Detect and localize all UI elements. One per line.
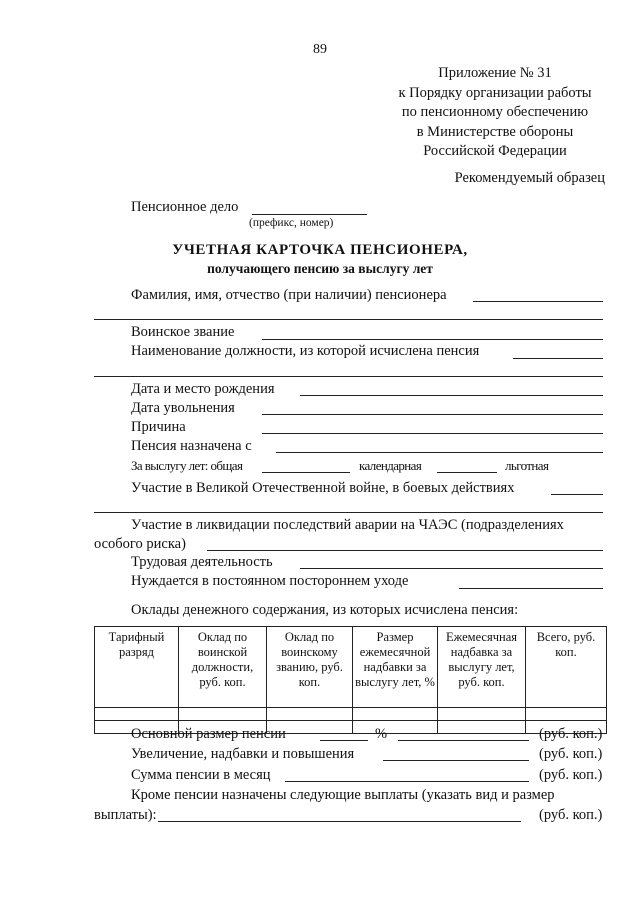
pension-assigned-field[interactable] [276, 452, 603, 453]
military-rank-field[interactable] [262, 339, 603, 340]
table-header-cell: Ежемесячная надбавка за выслугу лет, руб. коп. [438, 627, 526, 708]
table-row [95, 708, 607, 721]
card-title: УЧЕТНАЯ КАРТОЧКА ПЕНСИОНЕРА, [172, 242, 468, 258]
percent-sign: % [375, 726, 388, 742]
rub-kop-label: (руб. коп.) [539, 726, 603, 742]
service-preferential-label: льготная [505, 458, 549, 473]
increases-field[interactable] [383, 760, 529, 761]
table-cell[interactable] [438, 708, 526, 721]
table-cell[interactable] [353, 708, 438, 721]
rub-kop-label: (руб. коп.) [539, 746, 603, 762]
salaries-table [94, 626, 607, 734]
service-total-label: За выслугу лет: общая [131, 458, 243, 473]
service-total-field[interactable] [262, 472, 350, 473]
base-pension-label: Основной размер пенсии [131, 726, 286, 742]
labor-label: Трудовая деятельность [131, 554, 273, 570]
table-header-row [95, 627, 607, 708]
birth-label: Дата и место рождения [131, 381, 275, 397]
other-payments-field[interactable] [158, 821, 521, 822]
discharge-date-field[interactable] [262, 414, 603, 415]
care-label: Нуждается в постоянном постороннем уходе [131, 573, 409, 589]
birth-field[interactable] [300, 395, 603, 396]
service-calendar-field[interactable] [437, 472, 497, 473]
rub-kop-label: (руб. коп.) [539, 807, 603, 823]
table-header-cell: Оклад по воинскому званию, руб. коп. [267, 627, 353, 708]
table-cell[interactable] [438, 721, 526, 734]
table-header-cell: Размер ежемесячной надбавки за выслугу лет, % [353, 627, 438, 708]
salaries-heading: Оклады денежного содержания, из которых исчислена пенсия: [131, 602, 519, 618]
care-field[interactable] [459, 588, 603, 589]
war-participation-field[interactable] [551, 494, 603, 495]
monthly-sum-label: Сумма пенсии в месяц [131, 767, 271, 783]
full-name-field[interactable] [473, 301, 603, 302]
rub-kop-label: (руб. коп.) [539, 767, 603, 783]
table-cell[interactable] [95, 708, 179, 721]
table-cell[interactable] [267, 708, 353, 721]
military-rank-label: Воинское звание [131, 324, 235, 340]
discharge-date-label: Дата увольнения [131, 400, 235, 416]
table-cell[interactable] [526, 708, 607, 721]
other-payments-line2: выплаты): [94, 807, 157, 823]
monthly-sum-field[interactable] [285, 781, 529, 782]
recommended-sample-label: Рекомендуемый образец [454, 170, 605, 186]
reason-field[interactable] [262, 433, 603, 434]
chernobyl-label-line2: особого риска) [94, 536, 186, 552]
table-header-cell: Оклад по воинской должности, руб. коп. [179, 627, 267, 708]
base-pension-amount-field[interactable] [398, 740, 529, 741]
appendix-line: к Порядку организации работы [398, 84, 592, 101]
table-header-cell: Тарифный разряд [95, 627, 179, 708]
chernobyl-label-line1: Участие в ликвидации последствий аварии на ЧАЭС (подразделениях [131, 517, 564, 533]
labor-field[interactable] [300, 568, 603, 569]
appendix-line: по пенсионному обеспечению [401, 104, 589, 120]
table-header-cell: Всего, руб. коп. [526, 627, 607, 708]
full-name-label: Фамилия, имя, отчество (при наличии) пенсионера [131, 287, 447, 303]
position-label: Наименование должности, из которой исчислена пенсия [131, 343, 480, 359]
position-field[interactable] [513, 358, 603, 359]
appendix-line: Российской Федерации [423, 143, 567, 159]
pension-assigned-label: Пенсия назначена с [131, 438, 252, 454]
appendix-header [380, 64, 610, 162]
table-cell[interactable] [353, 721, 438, 734]
war-participation-field-continued[interactable] [94, 512, 603, 513]
page-number: 89 [313, 42, 327, 57]
increases-label: Увеличение, надбавки и повышения [131, 746, 355, 762]
pension-case-hint: (префикс, номер) [249, 217, 334, 229]
card-subtitle: получающего пенсию за выслугу лет [207, 261, 433, 276]
position-field-continued[interactable] [94, 376, 603, 377]
full-name-field-continued[interactable] [94, 319, 603, 320]
other-payments-line1: Кроме пенсии назначены следующие выплаты (указать вид и размер [131, 787, 555, 803]
pension-case-field[interactable] [252, 214, 367, 215]
war-participation-label: Участие в Великой Отечественной войне, в боевых действиях [131, 480, 515, 496]
service-calendar-label: календарная [359, 458, 422, 473]
pension-case-label: Пенсионное дело [131, 199, 239, 215]
appendix-line: в Министерстве обороны [416, 123, 574, 140]
appendix-line: Приложение № 31 [438, 65, 552, 81]
reason-label: Причина [131, 419, 186, 435]
table-cell[interactable] [179, 708, 267, 721]
base-pension-percent-field[interactable] [320, 740, 368, 741]
chernobyl-field[interactable] [207, 550, 603, 551]
